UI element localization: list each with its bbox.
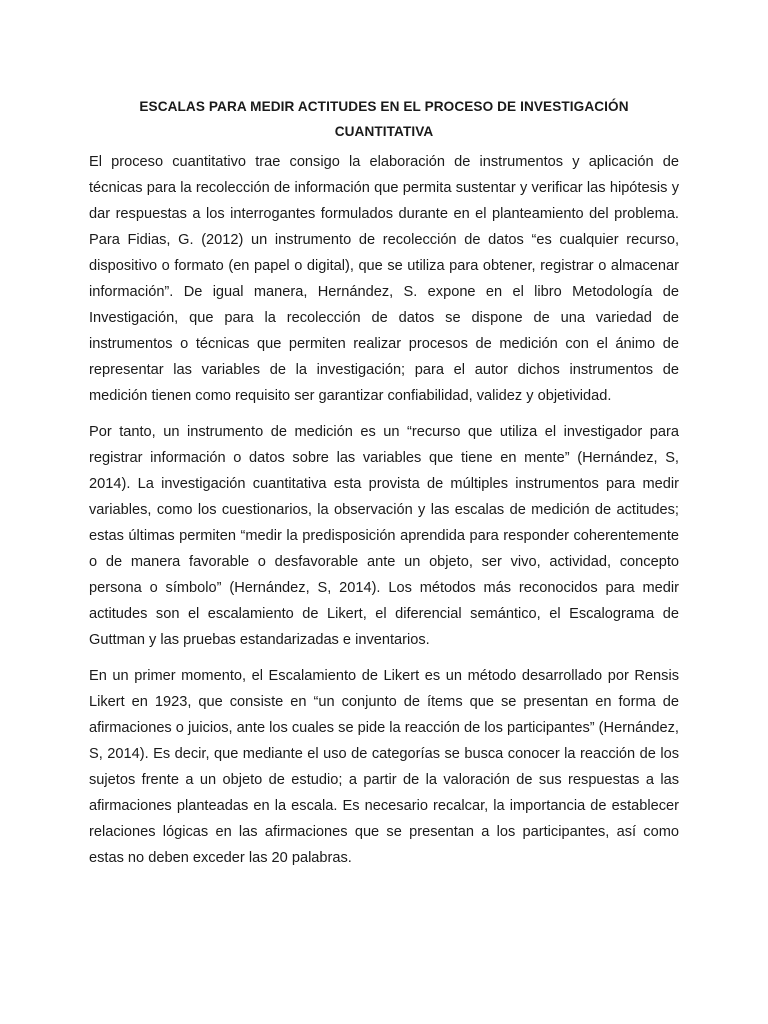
title-line-2: CUANTITATIVA — [334, 124, 434, 139]
title-line-1: ESCALAS PARA MEDIR ACTITUDES EN EL PROCESO DE INVESTIGACIÓN — [139, 99, 629, 114]
document-title — [89, 94, 679, 144]
paragraph-1: El proceso cuantitativo trae consigo la elaboración de instrumentos y aplicación de técnicas para la recolección de información que permita sustentar y verificar las hipótesis y dar respuestas a los interrogantes formulados durante en el planteamiento del problema. Para Fidias, G. (2012) un instrumento de recolección de datos “es cualquier recurso, dispositivo o formato (en papel o digital), que se utiliza para obtener, registrar o almacenar información”. De igual manera, Hernández, S. expone en el libro Metodología de Investigación, que para la recolección de datos se dispone de una variedad de instrumentos o técnicas que permiten realizar procesos de medición con el ánimo de representar las variables de la investigación; para el autor dichos instrumentos de medición tienen como requisito ser garantizar confiabilidad, validez y objetividad. — [89, 154, 679, 404]
paragraph-3: En un primer momento, el Escalamiento de Likert es un método desarrollado por Rensis Likert en 1923, que consiste en “un conjunto de ítems que se presentan en forma de afirmaciones o juicios, ante los cuales se pide la reacción de los participantes” (Hernández, S, 2014). Es decir, que mediante el uso de categorías se busca conocer la reacción de los sujetos frente a un objeto de estudio; a partir de la valoración de sus respuestas a las afirmaciones planteadas en la escala. Es necesario recalcar, la importancia de establecer relaciones lógicas en las afirmaciones que se presentan a los participantes, así como estas no deben exceder las 20 palabras. — [89, 668, 679, 866]
paragraph-2: Por tanto, un instrumento de medición es un “recurso que utiliza el investigador para registrar información o datos sobre las variables que tiene en mente” (Hernández, S, 2014). La investigación cuantitativa esta provista de múltiples instrumentos para medir variables, como los cuestionarios, la observación y las escalas de medición de actitudes; estas últimas permiten “medir la predisposición aprendida para responder coherentemente o de manera favorable o desfavorable ante un objeto, ser vivo, actividad, concepto persona o símbolo” (Hernández, S, 2014). Los métodos más reconocidos para medir actitudes son el escalamiento de Likert, el diferencial semántico, el Escalograma de Guttman y las pruebas estandarizadas e inventarios. — [89, 424, 679, 648]
document-body — [89, 94, 679, 881]
